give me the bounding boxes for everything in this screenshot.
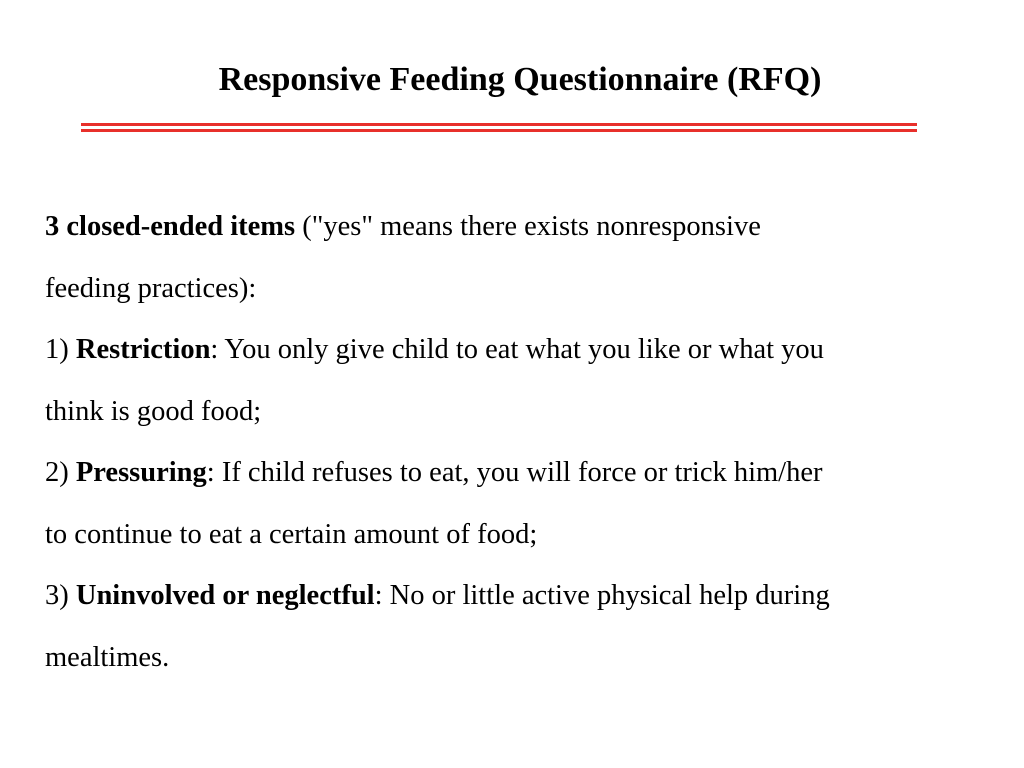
slide-title: Responsive Feeding Questionnaire (RFQ) <box>218 61 822 98</box>
item-2-line-2: to continue to eat a certain amount of food; <box>45 518 538 550</box>
item-2-line-1 <box>45 442 1005 504</box>
item-3-line-1 <box>45 565 1005 627</box>
item-2-text: : If child refuses to eat, you will force or trick him/her <box>206 457 823 488</box>
title-divider-top <box>81 123 917 126</box>
item-1-text: : You only give child to eat what you like or what you <box>210 334 824 365</box>
item-2-label: Pressuring <box>75 457 207 488</box>
item-1-label: Restriction <box>75 334 211 365</box>
item-3-line-2: mealtimes. <box>45 641 170 673</box>
intro-bold-label: 3 closed-ended items <box>45 211 296 242</box>
title-divider-bottom <box>81 129 917 132</box>
item-1-line-2: think is good food; <box>45 395 262 427</box>
item-1-number: 1) <box>45 334 76 365</box>
item-1-line-1 <box>45 319 1005 381</box>
item-3-number: 3) <box>45 580 76 611</box>
slide-body <box>45 196 1005 688</box>
item-3-text: : No or little active physical help during <box>374 580 830 611</box>
intro-line-1 <box>45 196 1005 258</box>
intro-line-2: feeding practices): <box>45 272 257 304</box>
item-3-label: Uninvolved or neglectful <box>75 580 375 611</box>
item-2-number: 2) <box>45 457 76 488</box>
intro-text: ("yes" means there exists nonresponsive <box>295 211 761 242</box>
